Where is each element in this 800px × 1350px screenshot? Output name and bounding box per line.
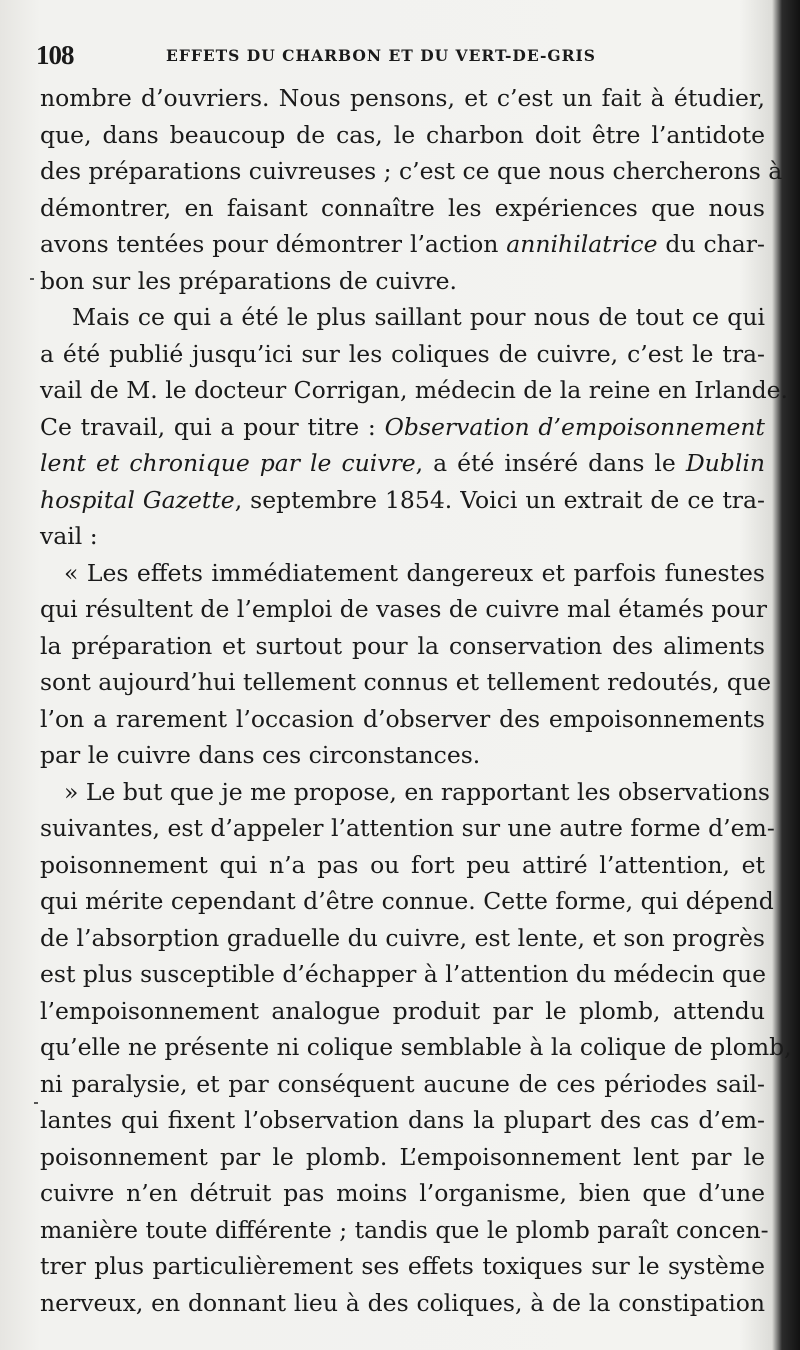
text-segment: du char- xyxy=(657,230,765,258)
text-line: trer plus particulièrement ses effets toxiques sur le système xyxy=(40,1252,765,1280)
text-segment: , a été inséré dans le xyxy=(415,449,686,477)
body-text xyxy=(40,80,792,1321)
text-segment: , septembre 1854. Voici un extrait de ce tra- xyxy=(234,485,765,514)
text-line: qu’elle ne présente ni colique semblable à la colique de plomb, xyxy=(40,1033,792,1061)
text-line: de l’absorption graduelle du cuivre, est lente, et son progrès xyxy=(40,923,765,952)
text-line: poisonnement qui n’a pas ou fort peu attiré l’attention, et xyxy=(40,850,765,879)
text-line: qui résultent de l’emploi de vases de cuivre mal étamés pour xyxy=(40,595,767,623)
text-line xyxy=(40,226,765,263)
italic-journal: Dublin xyxy=(685,449,765,477)
text-line: vail : xyxy=(40,522,98,550)
text-line xyxy=(40,482,765,519)
text-line: Mais ce qui a été le plus saillant pour nous de tout ce qui xyxy=(72,303,765,331)
italic-title: lent et chronique par le cuivre xyxy=(40,449,416,477)
text-line: manière toute différente ; tandis que le plomb paraît concen- xyxy=(40,1215,769,1244)
text-line: suivantes, est d’appeler l’attention sur une autre forme d’em- xyxy=(40,814,775,842)
text-line xyxy=(40,445,765,482)
text-line: qui mérite cependant d’être connue. Cette forme, qui dépend xyxy=(40,887,774,915)
text-line: par le cuivre dans ces circonstances. xyxy=(40,741,481,769)
text-line: cuivre n’en détruit pas moins l’organisme, bien que d’une xyxy=(40,1179,765,1207)
margin-mark xyxy=(30,278,34,280)
italic-journal: hospital Gazette xyxy=(40,485,235,514)
text-line: la préparation et surtout pour la conservation des aliments xyxy=(40,631,765,660)
text-line: vail de M. le docteur Corrigan, médecin de la reine en Irlande. xyxy=(40,376,789,404)
text-line: bon sur les préparations de cuivre. xyxy=(40,266,458,295)
text-line xyxy=(40,409,765,446)
text-line: ni paralysie, et par conséquent aucune de ces périodes sail- xyxy=(40,1069,765,1098)
italic-term: annihilatrice xyxy=(506,230,658,258)
text-line: nerveux, en donnant lieu à des coliques, à de la constipation xyxy=(40,1288,765,1317)
text-line: des préparations cuivreuses ; c’est ce que nous chercherons à xyxy=(40,157,783,185)
text-line: l’empoisonnement analogue produit par le plomb, attendu xyxy=(40,996,765,1025)
text-segment: Ce travail, qui a pour titre : xyxy=(40,412,385,441)
text-line: démontrer, en faisant connaître les expériences que nous xyxy=(40,193,765,222)
text-line: a été publié jusqu’ici sur les coliques de cuivre, c’est le tra- xyxy=(40,339,765,368)
running-head: EFFETS DU CHARBON ET DU VERT-DE-GRIS xyxy=(166,46,596,65)
text-line: que, dans beaucoup de cas, le charbon doit être l’antidote xyxy=(40,120,765,149)
margin-mark xyxy=(34,1102,38,1104)
text-segment: avons tentées pour démontrer l’action xyxy=(40,230,507,258)
page-header xyxy=(36,40,756,74)
text-line: l’on a rarement l’occasion d’observer des empoisonnements xyxy=(40,704,765,733)
text-line: poisonnement par le plomb. L’empoisonnement lent par le xyxy=(40,1142,765,1171)
text-line: sont aujourd’hui tellement connus et tellement redoutés, que xyxy=(40,668,772,696)
text-line: nombre d’ouvriers. Nous pensons, et c’est un fait à étudier, xyxy=(40,84,765,112)
text-line: est plus susceptible d’échapper à l’attention du médecin que xyxy=(40,960,767,988)
text-line: « Les effets immédiatement dangereux et parfois funestes xyxy=(64,558,765,587)
text-line: » Le but que je me propose, en rapportant les observations xyxy=(64,777,770,806)
text-line: lantes qui fixent l’observation dans la plupart des cas d’em- xyxy=(40,1106,765,1134)
italic-title: Observation d’empoisonnement xyxy=(384,412,766,441)
page-number: 108 xyxy=(36,40,74,70)
